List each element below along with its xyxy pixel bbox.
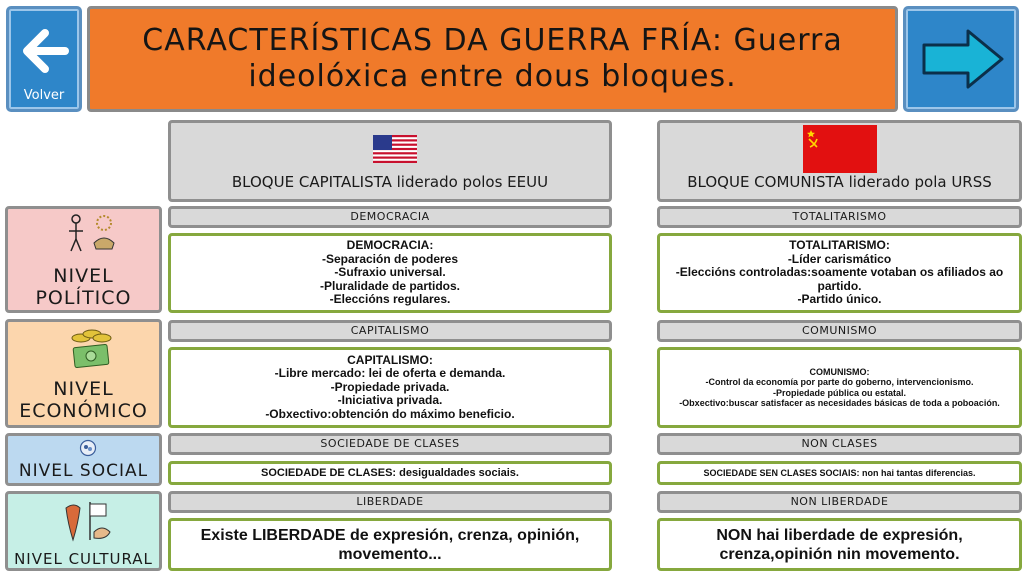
people-vote-icon (66, 213, 118, 257)
capitalist-bloc-label: BLOQUE CAPITALISTA liderado polos EEUU (231, 173, 549, 191)
row-label-economico (5, 319, 162, 428)
right-arrow-icon (918, 27, 1006, 91)
cultural-communist-tag: NON LIBERDADE (657, 491, 1022, 513)
row-label-politico-text: NIVEL POLÍTICO (35, 265, 132, 309)
page-title-box (87, 6, 898, 112)
social-capitalist-text: SOCIEDADE DE CLASES: desigualdades sociais. (261, 467, 519, 479)
back-button[interactable] (6, 6, 82, 112)
society-icon (79, 439, 97, 457)
cultural-capitalist-tag: LIBERDADE (168, 491, 612, 513)
economico-communist-box (657, 347, 1022, 428)
row-label-cultural (5, 491, 162, 571)
usa-flag-icon (373, 135, 417, 163)
economico-communist-text: COMUNISMO: -Control da economía por parte do goberno, intervencionismo. -Propiedade pública ou estatal. -Obxectivo:buscar satisfacer as necesidades básicas de toda a poboación. (679, 366, 1000, 408)
row-label-economico-text: NIVEL ECONÓMICO (19, 378, 148, 422)
cultural-communist-text: NON hai liberdade de expresión, crenza,opinión nin movemento. (716, 526, 963, 563)
row-label-social-text: NIVEL SOCIAL (18, 461, 149, 481)
back-label: Volver (23, 88, 65, 103)
ussr-flag-icon (803, 125, 877, 173)
money-icon (66, 328, 116, 370)
social-communist-box (657, 461, 1022, 485)
culture-icon (60, 498, 120, 546)
next-button[interactable] (903, 6, 1019, 112)
left-arrow-icon (19, 27, 71, 75)
economico-capitalist-tag: CAPITALISMO (168, 320, 612, 342)
politico-communist-tag: TOTALITARISMO (657, 206, 1022, 228)
politico-capitalist-text: DEMOCRACIA: -Separación de poderes -Sufraxio universal. -Pluralidade de partidos. -Eleccións regulares. (319, 238, 461, 307)
cultural-communist-box (657, 518, 1022, 571)
social-communist-text: SOCIEDADE SEN CLASES SOCIAIS: non hai tantas diferencias. (703, 468, 976, 478)
economico-capitalist-text: CAPITALISMO: -Libre mercado: lei de oferta e demanda. -Propiedade privada. -Iniciativa privada. -Obxectivo:obtención do máximo beneficio. (265, 352, 515, 421)
cultural-capitalist-text: Existe LIBERDADE de expresión, crenza, opinión, movemento... (200, 526, 580, 563)
economico-capitalist-box (168, 347, 612, 428)
social-capitalist-tag: SOCIEDADE DE CLASES (168, 433, 612, 455)
social-communist-tag: NON CLASES (657, 433, 1022, 455)
politico-communist-text: TOTALITARISMO: -Líder carismático -Eleccións controladas:soamente votaban os afiliados ao partido. -Partido único. (675, 238, 1004, 307)
row-label-cultural-text: NIVEL CULTURAL (14, 550, 153, 568)
cultural-capitalist-box (168, 518, 612, 571)
social-capitalist-box (168, 461, 612, 485)
capitalist-bloc-header (168, 120, 612, 202)
communist-bloc-header (657, 120, 1022, 202)
communist-bloc-label: BLOQUE COMUNISTA liderado pola URSS (687, 173, 992, 191)
row-label-politico (5, 206, 162, 313)
politico-capitalist-tag: DEMOCRACIA (168, 206, 612, 228)
politico-capitalist-box (168, 233, 612, 313)
row-label-social (5, 433, 162, 486)
economico-communist-tag: COMUNISMO (657, 320, 1022, 342)
page-title: CARACTERÍSTICAS DA GUERRA FRÍA: Guerra ideolóxica entre dous bloques. (142, 23, 843, 94)
politico-communist-box (657, 233, 1022, 313)
